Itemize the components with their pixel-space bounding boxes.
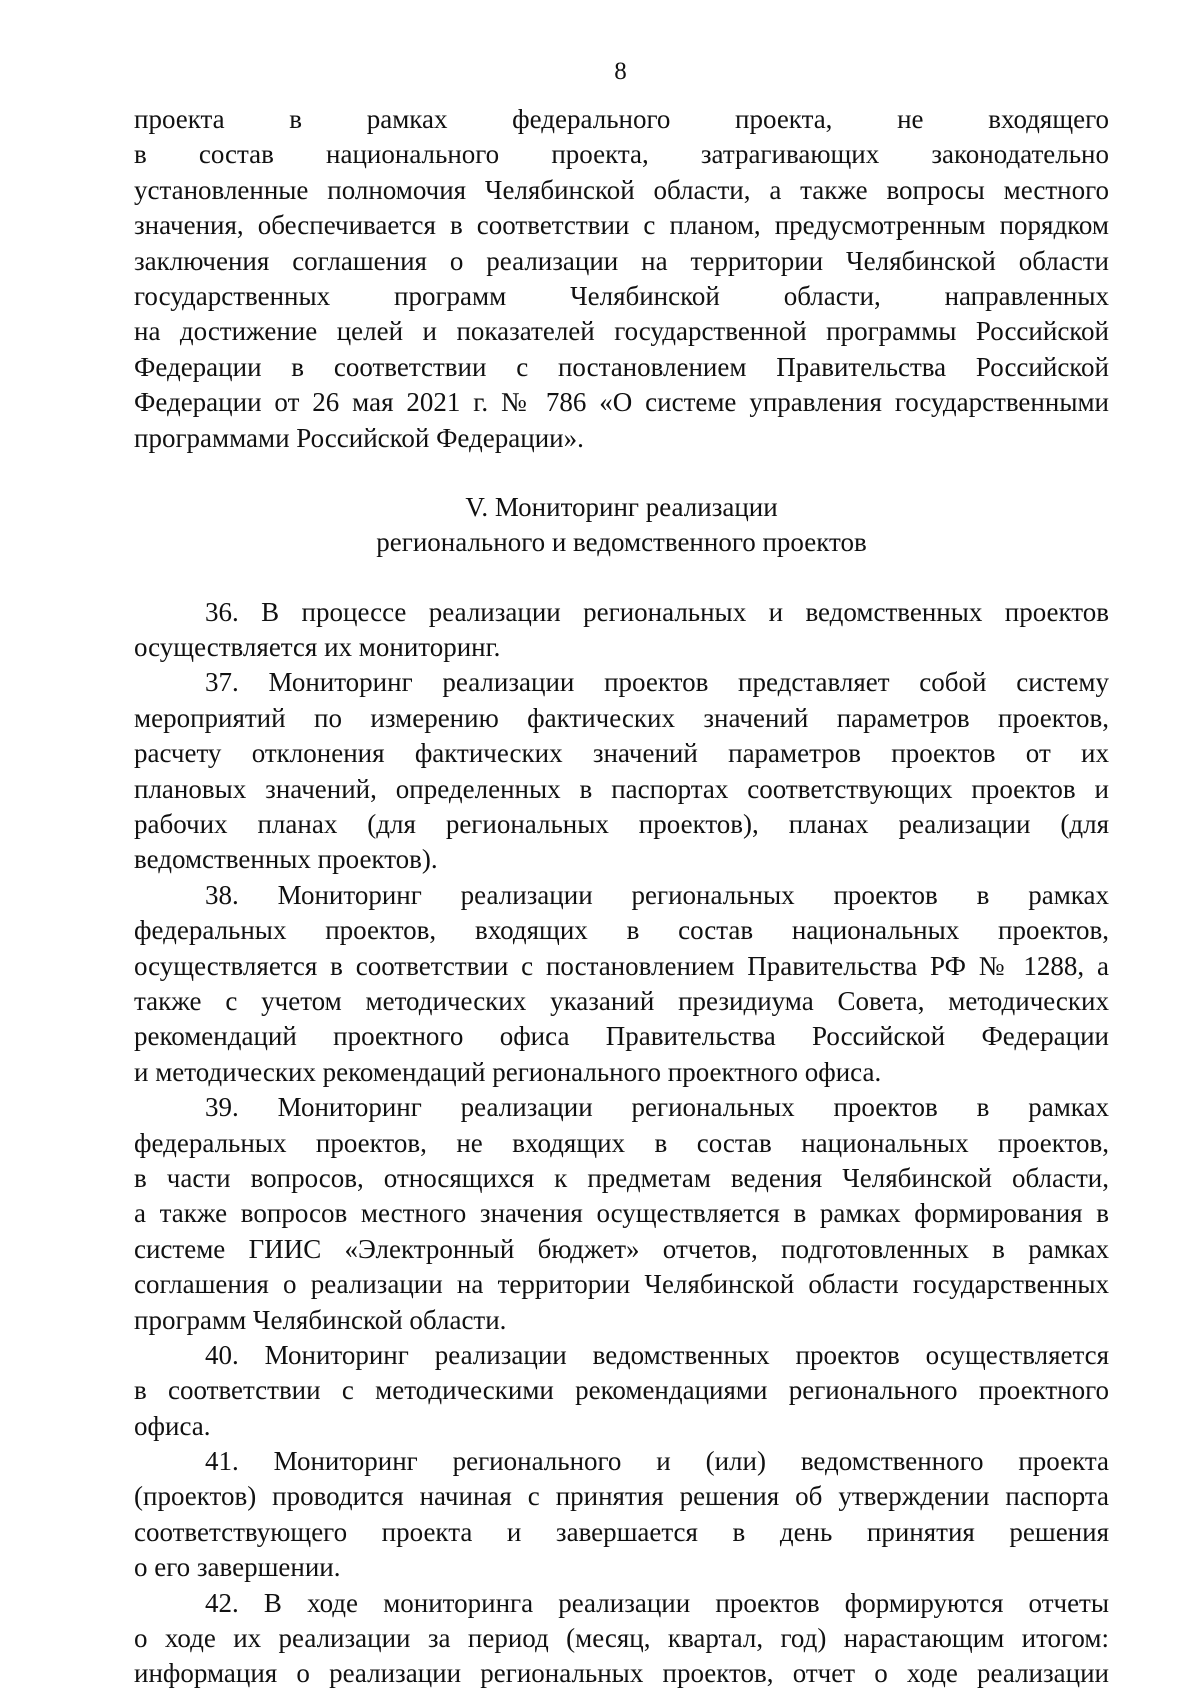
text-line: проекта в рамках федерального проекта, не входящего [134, 104, 1109, 134]
text-line: (проектов) проводится начиная с принятия решения об утверждении паспорта [134, 1481, 1109, 1512]
text-line: системе ГИИС «Электронный бюджет» отчетов, подготовленных в рамках [134, 1233, 1109, 1264]
text-line: 40. Мониторинг реализации ведомственных проектов осуществляется [205, 1339, 1109, 1370]
text-line: 38. Мониторинг реализации региональных проектов в рамках [205, 879, 1109, 910]
text-line: плановых значений, определенных в паспортах соответствующих проектов и [134, 773, 1109, 804]
section-heading [134, 490, 1109, 561]
paragraph-38 [134, 878, 1109, 1090]
section-title-line-1: V. Мониторинг реализации [465, 491, 778, 522]
text-line: федеральных проектов, входящих в состав национальных проектов, [134, 915, 1109, 946]
paragraph-37 [134, 665, 1109, 877]
text-line: соответствующего проекта и завершается в день принятия решения [134, 1516, 1109, 1547]
text-line: в состав национального проекта, затрагивающих законодательно [134, 139, 1109, 170]
paragraph-42 [134, 1586, 1109, 1692]
text-line: осуществляется их мониторинг. [134, 632, 501, 663]
text-line: ведомственных проектов). [134, 844, 438, 875]
paragraph-39 [134, 1090, 1109, 1338]
paragraph-41 [134, 1444, 1109, 1586]
document-body [134, 102, 1109, 1692]
text-line: программами Российской Федерации». [134, 422, 584, 453]
text-line: Федерации от 26 мая 2021 г. № 786 «О системе управления государственными [134, 387, 1109, 418]
text-line: также с учетом методических указаний президиума Совета, методических [134, 985, 1109, 1016]
intro-paragraph [134, 102, 1109, 456]
text-line: 39. Мониторинг реализации региональных проектов в рамках [205, 1092, 1109, 1123]
text-line: рекомендаций проектного офиса Правительства Российской Федерации [134, 1021, 1109, 1052]
text-line: рабочих планах (для региональных проектов), планах реализации (для [134, 809, 1109, 840]
text-line: о ходе их реализации за период (месяц, квартал, год) нарастающим итогом: [134, 1623, 1109, 1654]
text-line: а также вопросов местного значения осуществляется в рамках формирования в [134, 1198, 1109, 1229]
text-line: на достижение целей и показателей государственной программы Российской [134, 316, 1109, 347]
section-title-line-2: регионального и ведомственного проектов [376, 527, 867, 558]
text-line: 36. В процессе реализации региональных и ведомственных проектов [205, 596, 1109, 627]
text-line: в части вопросов, относящихся к предметам ведения Челябинской области, [134, 1162, 1109, 1193]
text-line: осуществляется в соответствии с постановлением Правительства РФ № 1288, а [134, 950, 1109, 981]
paragraph-40 [134, 1338, 1109, 1444]
text-line: заключения соглашения о реализации на территории Челябинской области [134, 245, 1109, 276]
text-line: информация о реализации региональных проектов, отчет о ходе реализации [134, 1658, 1109, 1689]
text-line: офиса. [134, 1410, 211, 1441]
text-line: установленные полномочия Челябинской области, а также вопросы местного [134, 174, 1109, 205]
text-line: соглашения о реализации на территории Челябинской области государственных [134, 1269, 1109, 1300]
text-line: в соответствии с методическими рекомендациями регионального проектного [134, 1375, 1109, 1406]
text-line: 37. Мониторинг реализации проектов представляет собой систему [205, 667, 1109, 698]
text-line: мероприятий по измерению фактических значений параметров проектов, [134, 702, 1109, 733]
text-line: расчету отклонения фактических значений параметров проектов от их [134, 738, 1109, 769]
text-line: 42. В ходе мониторинга реализации проектов формируются отчеты [205, 1587, 1109, 1618]
page-number: 8 [614, 58, 627, 85]
text-line: значения, обеспечивается в соответствии с планом, предусмотренным порядком [134, 210, 1109, 241]
text-line: 41. Мониторинг регионального и (или) ведомственного проекта [205, 1446, 1109, 1477]
text-line: федеральных проектов, не входящих в состав национальных проектов, [134, 1127, 1109, 1158]
text-line: программ Челябинской области. [134, 1304, 507, 1335]
text-line: о его завершении. [134, 1552, 341, 1583]
text-line: Федерации в соответствии с постановлением Правительства Российской [134, 351, 1109, 382]
text-line: государственных программ Челябинской области, направленных [134, 280, 1109, 311]
text-line: и методических рекомендаций регионального проектного офиса. [134, 1056, 882, 1087]
paragraph-36 [134, 595, 1109, 666]
